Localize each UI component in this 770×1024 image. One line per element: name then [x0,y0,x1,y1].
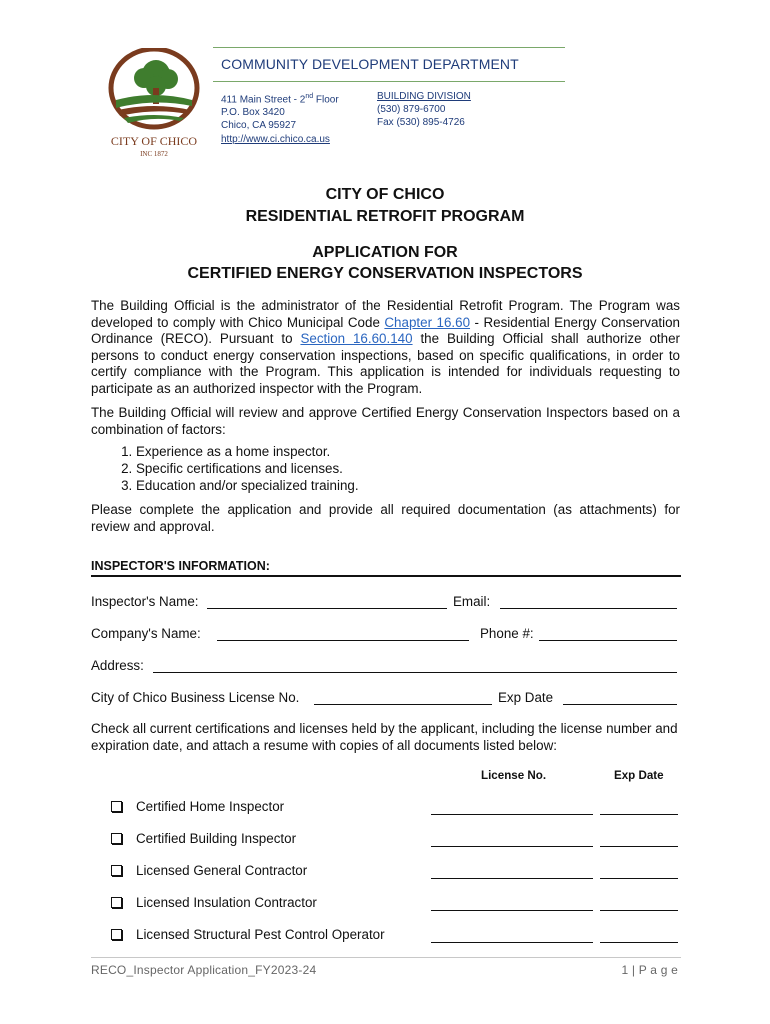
list-item: 2. Specific certifications and licenses. [136,461,359,478]
business-license-label: City of Chico Business License No. [91,690,300,705]
business-license-field[interactable] [314,704,492,705]
license-no-field[interactable] [431,846,593,847]
license-no-field[interactable] [431,878,593,879]
exp-date-column-header: Exp Date [614,769,664,782]
phone-field[interactable] [539,640,677,641]
cert-insulation-contractor[interactable]: Licensed Insulation Contractor [111,895,317,910]
checkbox[interactable] [111,833,122,844]
logo-inc-text: INC 1872 [140,150,168,158]
building-division-link[interactable]: BUILDING DIVISION [377,91,471,102]
checkbox[interactable] [111,865,122,876]
exp-date-field[interactable] [600,846,678,847]
website-link[interactable]: http://www.ci.chico.ca.us [221,134,330,145]
logo-text: CITY OF CHICO [110,134,198,148]
email-label: Email: [453,594,491,609]
license-exp-label: Exp Date [498,690,554,705]
section-link[interactable]: Section 16.60.140 [300,331,413,347]
inspector-name-label: Inspector's Name: [91,594,199,609]
list-item: 3. Education and/or specialized training. [136,478,359,495]
license-no-field[interactable] [431,942,593,943]
cert-building-inspector[interactable]: Certified Building Inspector [111,831,296,846]
inspector-name-field[interactable] [207,608,447,609]
phone-label: Phone #: [480,626,534,641]
address-field[interactable] [153,672,677,673]
list-item: 1. Experience as a home inspector. [136,444,359,461]
footer-rule [91,957,681,958]
title-application: APPLICATION FOR [312,244,458,261]
building-division-contact: BUILDING DIVISION (530) 879-6700 Fax (530) 895-4726 [377,91,471,128]
header-rule-top [213,47,565,48]
cert-pest-control-operator[interactable]: Licensed Structural Pest Control Operator [111,927,385,942]
company-name-label: Company's Name: [91,626,201,641]
chapter-link[interactable]: Chapter 16.60 [384,314,471,330]
instructions-paragraph: Please complete the application and provide all required documentation (as attachments) for review and approval. [91,502,680,534]
checkbox[interactable] [111,897,122,908]
exp-date-field[interactable] [600,910,678,911]
company-name-field[interactable] [217,640,469,641]
mailing-address: 411 Main Street - 2nd Floor P.O. Box 3420 Chico, CA 95927 [221,93,339,132]
certifications-instructions: Check all current certifications and licenses held by the applicant, including the license number and expiration date, and attach a resume with copies of all documents listed below: [91,721,678,753]
checkbox[interactable] [111,801,122,812]
title-inspectors: CERTIFIED ENERGY CONSERVATION INSPECTORS [187,265,583,282]
exp-date-field[interactable] [600,814,678,815]
header-rule-bottom [213,81,565,82]
address-label: Address: [91,658,144,673]
section-rule [91,575,681,577]
footer-page-number: 1 | P a g e [621,963,678,977]
cert-general-contractor[interactable]: Licensed General Contractor [111,863,307,878]
title-city: CITY OF CHICO [325,186,445,203]
city-of-chico-logo [106,48,202,160]
license-exp-field[interactable] [563,704,677,705]
section-title: INSPECTOR'S INFORMATION: [91,559,270,573]
cert-home-inspector[interactable]: Certified Home Inspector [111,799,284,814]
department-name: COMMUNITY DEVELOPMENT DEPARTMENT [221,56,519,72]
footer-document-name: RECO_Inspector Application_FY2023-24 [91,963,317,977]
license-no-column-header: License No. [481,769,547,782]
email-field[interactable] [500,608,677,609]
intro-paragraph: The Building Official is the administrator of the Residential Retrofit Program. The Program was developed to comply with Chico Municipal Code Chapter 16.60 - Residential Energy Conservation Ordinance (RECO). Pursuant to Section 16.60.140 the Building Official shall authorize other persons to conduct energy conservation inspections, based on specific qualifications, in order to certify compliance with the Program. This application is intended for individuals requesting to participate as an authorized inspector with the Program. [91,298,680,396]
factors-list [91,444,359,494]
review-paragraph: The Building Official will review and approve Certified Energy Conservation Inspectors based on a combination of factors: [91,405,680,437]
checkbox[interactable] [111,929,122,940]
title-program: RESIDENTIAL RETROFIT PROGRAM [245,208,525,225]
exp-date-field[interactable] [600,878,678,879]
license-no-field[interactable] [431,910,593,911]
license-no-field[interactable] [431,814,593,815]
exp-date-field[interactable] [600,942,678,943]
